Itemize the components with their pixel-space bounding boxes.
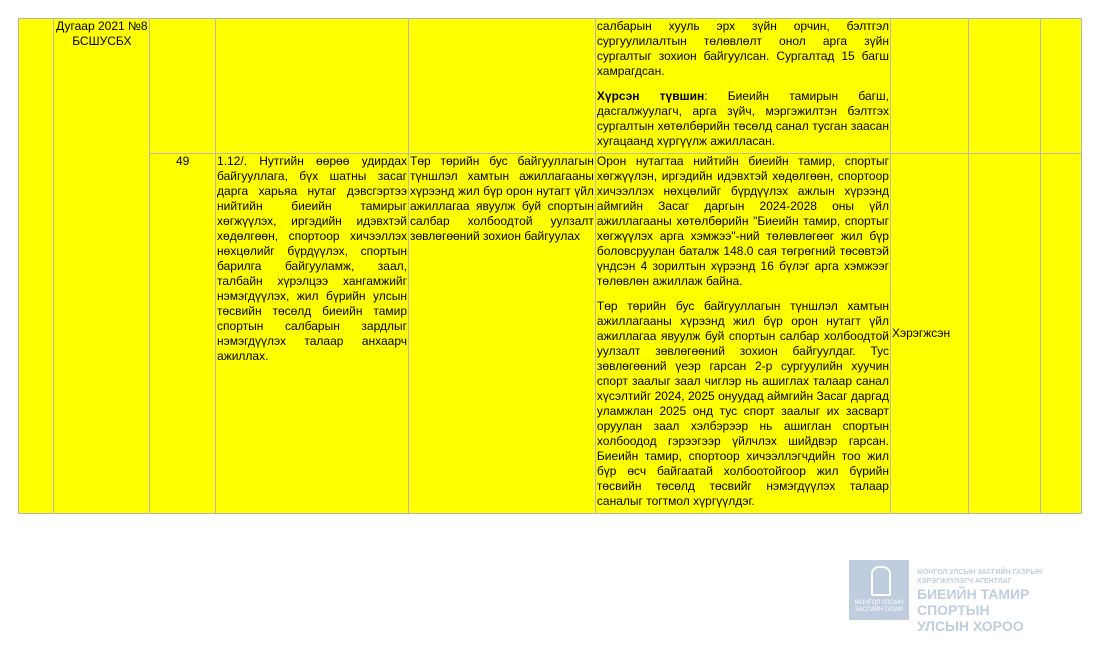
decree-reference: Дугаар 2021 №8 БСШУСБХ — [56, 19, 148, 48]
level-text: : Биеийн тамирын багш, дасгалжуулагч, арга зүйч, мэргэжилтэн бэлтгэх сургалтын хөтөлбөрийн төсөлд санал тусган заасан хугацаанд хүргүүлж ажилласан. — [596, 89, 889, 148]
status-cell — [890, 154, 968, 514]
result-paragraph: Төр төрийн бус байгууллагын түншлэл хамтын ажиллагааны хүрээнд жил бүр орон нутагт үйл ажиллагаа явуулж буй спортын салбар холбоодтой уулзалт зөвлөгөөний зохион байгуулдаг. Тус зөвлөгөөний үеэр гарсан 2-р сургуулийн хуучин спорт заалыг заал чиглэр нь ашиглах талаар санал хүсэлтийг 2024, 2025 онуудад аймгийн Засаг даргад уламжлан 2025 онд тус спорт заалыг их засварт оруулан заал хэлбэрээр нь ашиглан спортын холбоодод гэрээгээр үйлчлэх шийдвэр гарсан. Биеийн тамир, спортоор хичээллэгчдийн тоо жил бүр өсч байгаатай холбоотойгоор жил бүрийн төсвийн төсөлд төсвийг нэмэгдүүлэх талаар саналыг тогтмол хүргүүлдэг. — [596, 299, 889, 508]
emblem-caption: МОНГОЛ УЛСЫН ЗАСГИЙН ГАЗАР — [854, 600, 904, 613]
task-text: 1.12/. Нутгийн өөрөө удирдах байгууллага, бүх шатны засаг дарга харьяа нутаг дэвсгэртээ нийтийн биеийн тамирыг хөгжүүлэх, иргэдийн идэвхтэй хөдөлгөөн, спортоор хичээллэх нөхцөлийг бүрдүүлэх, спортын барилга байгууламж, заал, талбайн хүрэлцээ хангамжийг нэмэгдүүлэх, жил бүрийн улсын төсвийн төсөлд биеийн тамир спортын салбарын зардлыг нэмэгдүүлэх талаар анхаарч ажиллах. — [217, 154, 407, 363]
result-cell — [595, 19, 890, 154]
result-paragraph: Орон нутагтаа нийтийн биеийн тамир, спортыг хөгжүүлэн, иргэдийн идэвхтэй хөдөлгөөн, спортоор хичээллэх нөхцөлийг бүрдүүлэх ажлын хүрээнд аймгийн Засаг даргын 2024-2028 оны үйл ажиллагааны хөтөлбөрийн "Биеийн тамир, спортыг хөгжүүлэх арга хэмжээ"-ний төлөвлөгөөг жил бүр боловсруулан баталж 148.0 сая төгрөгний төсөвтэй үндсэн 4 зорилтын хүрээнд 16 бүлэг арга хэмжээг төлөвлөн ажиллаж байна. — [596, 154, 889, 288]
watermark-text — [917, 568, 1081, 634]
table-row — [19, 154, 1082, 514]
empty-cell — [409, 19, 596, 154]
empty-cell — [150, 19, 216, 154]
table-row — [19, 19, 1082, 154]
empty-cell — [216, 19, 409, 154]
watermark-title-line2: УЛСЫН ХОРОО — [917, 618, 1024, 634]
empty-cell — [968, 19, 1040, 154]
row-number: 49 — [176, 154, 190, 168]
result-cell — [595, 154, 890, 514]
status-text: Хэрэгжсэн — [891, 326, 951, 340]
empty-cell — [968, 154, 1040, 514]
measure-text: Төр төрийн бус байгууллагын түншлэл хамтын ажиллагааны хүрээнд жил бүр орон нутагт үйл ажиллагаа явуулж буй спортын салбар холбоодтой уулзалт зөвлөгөөний зохион байгуулах — [410, 154, 594, 243]
decree-cell — [54, 19, 150, 514]
task-cell — [216, 154, 409, 514]
plan-implementation-table — [18, 18, 1082, 514]
row-number-cell — [150, 154, 216, 514]
result-paragraph: салбарын хууль эрх зүйн орчин, бэлтгэл сургуулилалтын төлөвлөлт онол арга зүйн сургалтыг зохион байгуулсан. Сургалтад 15 багш хамрагдсан. — [596, 19, 889, 78]
level-label: Хүрсэн түвшин — [596, 89, 705, 103]
empty-cell — [1040, 19, 1082, 154]
empty-cell — [890, 19, 968, 154]
watermark-subtitle: МОНГОЛ УЛСЫН ЗАСГИЙН ГАЗРЫН ХЭРЭГЖҮҮЛЭГЧ АГЕНТЛАГ — [917, 569, 1043, 585]
government-emblem-icon — [849, 560, 909, 620]
level-paragraph — [597, 89, 889, 149]
watermark-title-line1: БИЕИЙН ТАМИР СПОРТЫН — [917, 586, 1030, 618]
soyombo-icon — [871, 566, 891, 596]
empty-cell — [19, 19, 54, 514]
agency-watermark — [849, 560, 1081, 634]
empty-cell — [1040, 154, 1082, 514]
measure-cell — [409, 154, 596, 514]
